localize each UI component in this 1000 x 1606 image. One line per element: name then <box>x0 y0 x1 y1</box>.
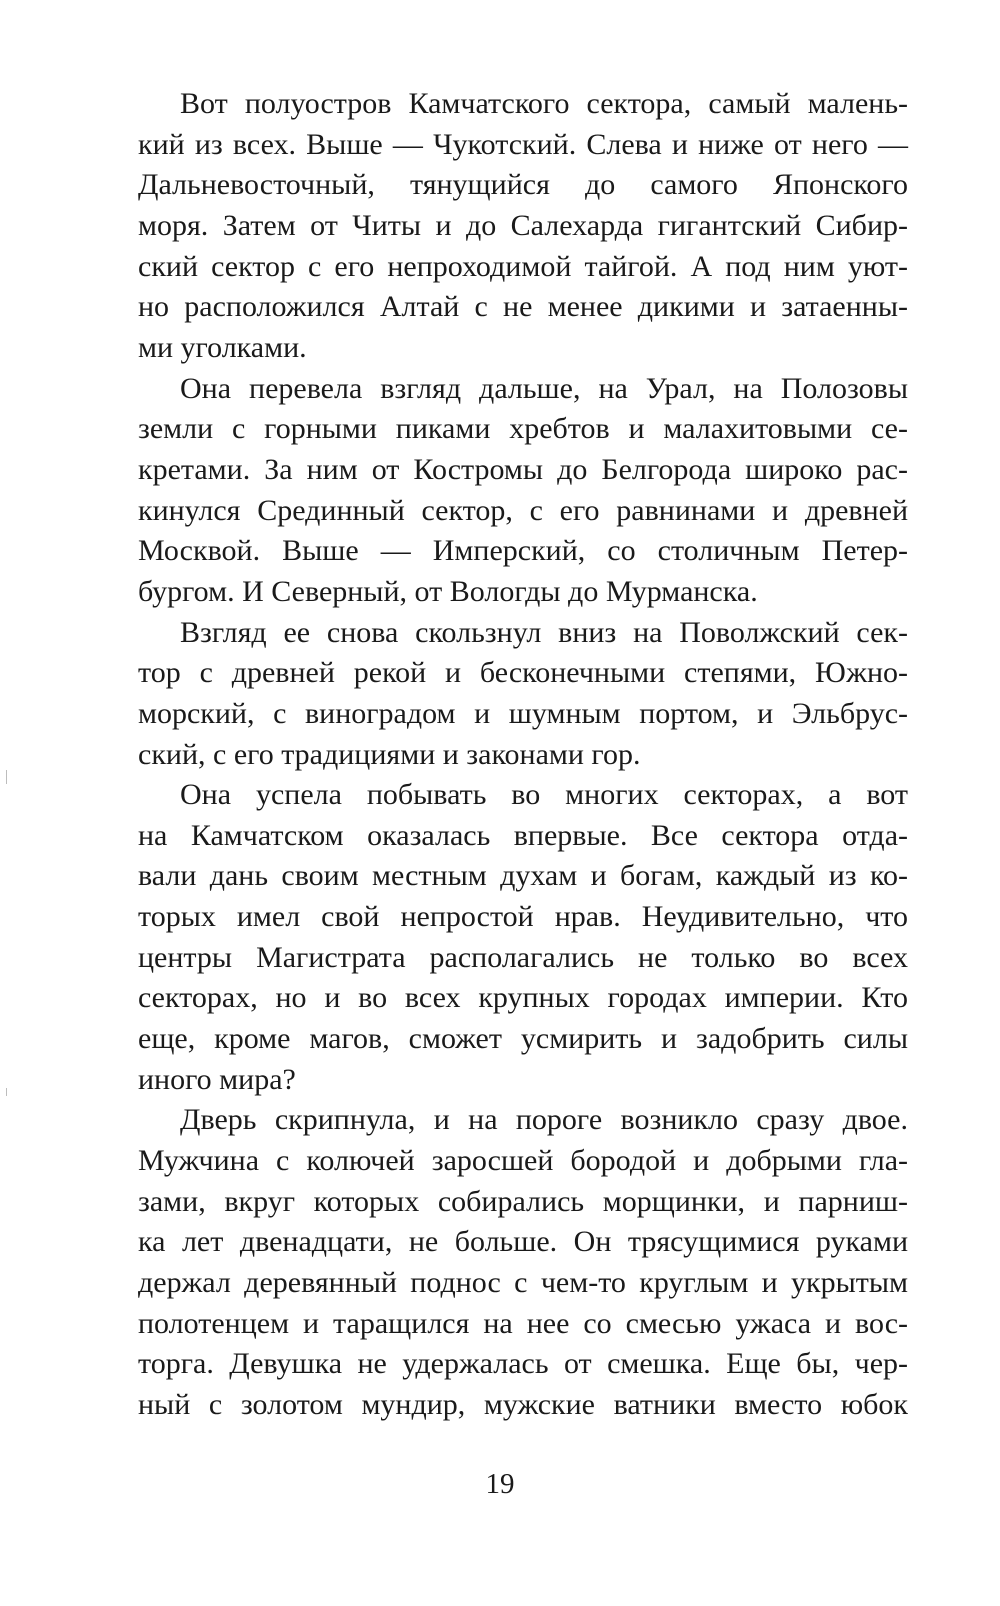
text-line: тор с древней рекой и бесконечными степями, Южно- <box>138 656 908 690</box>
text-line: торга. Девушка не удержалась от смешка. Еще бы, чер- <box>138 1347 908 1381</box>
text-line: земли с горными пиками хребтов и малахитовыми се- <box>138 412 908 446</box>
text-line: Мужчина с колючей заросшей бородой и добрыми гла- <box>138 1144 908 1178</box>
text-line: полотенцем и таращился на нее со смесью ужаса и вос- <box>138 1306 908 1340</box>
text-line: иного мира? <box>138 1062 296 1096</box>
text-line: торых имел свой непростой нрав. Неудивительно, что <box>138 900 908 934</box>
text-line: Вот полуостров Камчатского сектора, самый малень- <box>180 87 908 120</box>
text-line: Взгляд ее снова скользнул вниз на Поволжский сек- <box>180 615 908 649</box>
text-line: Дверь скрипнула, и на пороге возникло сразу двое. <box>180 1103 908 1137</box>
scan-edge-mark <box>6 1088 7 1096</box>
text-line: вали дань своим местным духам и богам, каждый из ко- <box>138 859 908 893</box>
scan-edge-mark <box>6 770 7 784</box>
text-line: еще, кроме магов, сможет усмирить и задобрить силы <box>138 1022 908 1056</box>
text-line: кий из всех. Выше — Чукотский. Слева и ниже от него — <box>138 127 908 161</box>
page-number: 19 <box>485 1468 515 1500</box>
body-text <box>138 84 908 1426</box>
text-line: Она перевела взгляд дальше, на Урал, на Полозовы <box>180 371 908 405</box>
text-line: ка лет двенадцати, не больше. Он трясущимися руками <box>138 1225 908 1259</box>
text-line: центры Магистрата располагались не только во всех <box>138 940 908 974</box>
text-line: ский сектор с его непроходимой тайгой. А под ним уют- <box>138 249 908 283</box>
text-line: держал деревянный поднос с чем-то круглым и укрытым <box>138 1266 908 1300</box>
text-line: ный с золотом мундир, мужские ватники вместо юбок <box>138 1388 908 1421</box>
text-line: кретами. За ним от Костромы до Белгорода широко рас- <box>138 452 908 486</box>
text-line: ми уголками. <box>138 330 307 364</box>
text-line: зами, вкруг которых собирались морщинки, и парниш- <box>138 1184 908 1218</box>
text-line: моря. Затем от Читы и до Салехарда гигантский Сибир- <box>138 208 908 242</box>
text-line: ский, с его традициями и законами гор. <box>138 737 641 771</box>
text-line: бургом. И Северный, от Вологды до Мурманска. <box>138 574 758 608</box>
text-line: кинулся Срединный сектор, с его равнинами и древней <box>138 493 908 527</box>
text-line: морский, с виноградом и шумным портом, и Эльбрус- <box>138 696 908 730</box>
text-line: на Камчатском оказалась впервые. Все сектора отда- <box>138 818 908 852</box>
text-line: Она успела побывать во многих секторах, а вот <box>180 778 908 812</box>
text-line: но расположился Алтай с не менее дикими и затаенны- <box>138 290 908 324</box>
text-line: Дальневосточный, тянущийся до самого Японского <box>138 168 908 202</box>
text-line: Москвой. Выше — Имперский, со столичным Петер- <box>138 534 908 568</box>
text-line: секторах, но и во всех крупных городах империи. Кто <box>138 981 908 1015</box>
